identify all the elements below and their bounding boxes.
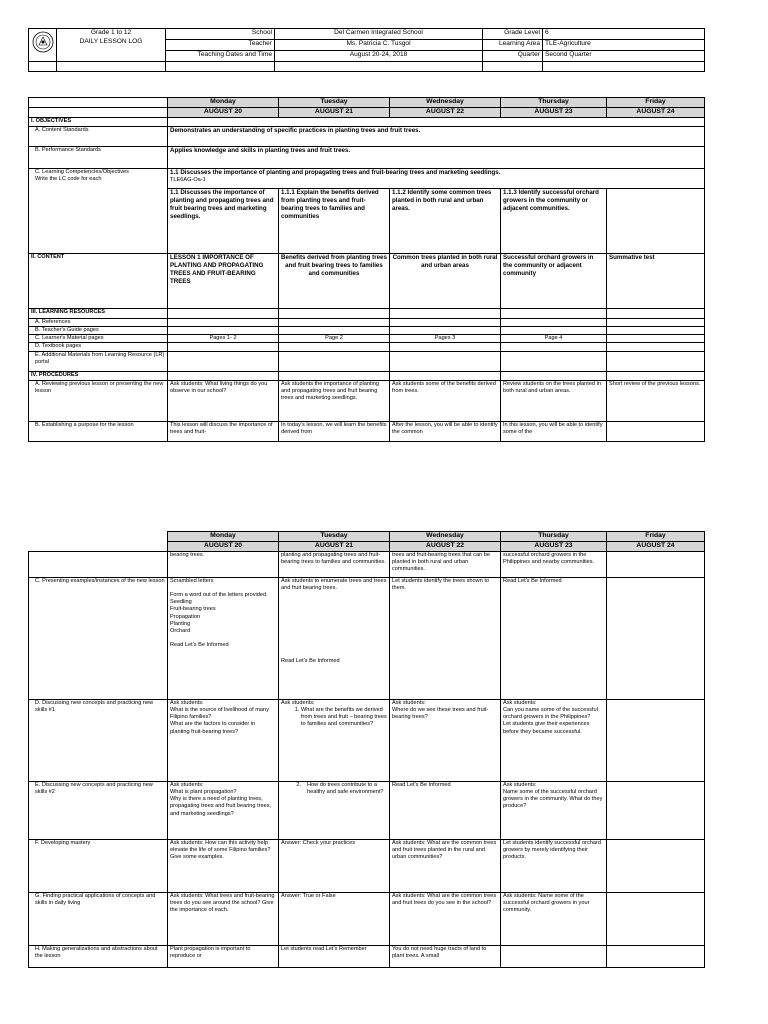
- proc-e-tuesday: [279, 782, 390, 840]
- proc-h-friday: [607, 946, 705, 968]
- lm-thursday: Page 4: [501, 335, 607, 343]
- proc-a-thursday: Review students on the trees planted in both rural and urban areas.: [501, 380, 607, 421]
- competency-tuesday: 1.1.1 Explain the benefits derived from planting trees and fruit-bearing trees to families and communities: [279, 189, 390, 254]
- section-content: II. CONTENT: [29, 254, 168, 309]
- label-proc-e: E. Discussing new concepts and practicing new skills #2: [29, 782, 168, 840]
- section-resources: III. LEARNING RESOURCES: [29, 309, 168, 319]
- proc-a-tuesday: Ask students the importance of planting and propagating trees and fruit bearing trees and marketing seedlings.: [279, 380, 390, 421]
- proc-e-monday: Ask students: What is plant propagation? Why is there a need of planting trees, propagating trees and fruit bearing trees, and marketing seedlings?: [168, 782, 279, 840]
- content-tuesday: Benefits derived from planting trees and fruit bearing trees to families and communities: [279, 254, 390, 309]
- teacher-label: Teacher: [166, 40, 275, 51]
- cont-friday: [607, 552, 705, 578]
- day-thursday: Thursday: [501, 98, 607, 108]
- competency-main: 1.1 Discusses the importance of planting and propagating trees and fruit-bearing trees and marketing seedlings. TLE6AG-Oa-1: [168, 169, 705, 189]
- proc-a-monday: Ask students: What living things do you observe in our school?: [168, 380, 279, 421]
- benefits-list: [281, 707, 387, 728]
- date-thursday: AUGUST 23: [501, 108, 607, 118]
- competency-monday: 1.1 Discusses the importance of planting and propagating trees and fruit bearing trees and marketing seedlings.: [168, 189, 279, 254]
- list-number: 2.: [296, 782, 301, 788]
- lesson-log-table-2: [28, 531, 705, 968]
- label-references: A. References: [29, 319, 168, 327]
- proc-d-wednesday: Ask students: Where do we see these trees and fruit-bearing trees?: [390, 700, 501, 782]
- grade-value: 6: [543, 29, 705, 40]
- school-value: Del Carmen Integrated School: [275, 29, 483, 40]
- proc-f-friday: [607, 840, 705, 893]
- proc-b-monday: This lesson will discuss the importance of trees and fruit-: [168, 421, 279, 441]
- date-monday: AUGUST 20: [168, 542, 279, 552]
- title-grade: Grade 1 to 12: [90, 29, 132, 36]
- proc-d-thursday: Ask students: Can you name some of the successful orchard growers in the Philippines? Let students give their experiences before they became successful.: [501, 700, 607, 782]
- proc-d-friday: [607, 700, 705, 782]
- proc-h-wednesday: You do not need huge tracts of land to plant trees. A small: [390, 946, 501, 968]
- proc-g-thursday: Ask students: Name some of the successful orchard growers in your community.: [501, 893, 607, 946]
- proc-f-thursday: Let students identify successful orchard growers by merely identifying their products.: [501, 840, 607, 893]
- content-standard: Demonstrates an understanding of specific practices in planting trees and fruit trees.: [168, 127, 705, 147]
- dates-label: Teaching Dates and Time: [166, 51, 275, 62]
- proc-f-wednesday: Ask students: What are the common trees and fruit trees planted in the rural and urban communities?: [390, 840, 501, 893]
- date-thursday: AUGUST 23: [501, 542, 607, 552]
- label-proc-c: C. Presenting examples/instances of the new lesson: [29, 578, 168, 700]
- proc-c-thursday: Read Let's Be Informed: [501, 578, 607, 700]
- proc-a-wednesday: Ask students some of the benefits derived from trees.: [390, 380, 501, 421]
- date-wednesday: AUGUST 22: [390, 542, 501, 552]
- label-proc-f: F. Developing mastery: [29, 840, 168, 893]
- proc-a-friday: Short review of the previous lessons.: [607, 380, 705, 421]
- proc-g-wednesday: Ask students: What are the common trees and fruit trees do you see in the school?: [390, 893, 501, 946]
- label-proc-h: H. Making generalizations and abstractions about the lesson: [29, 946, 168, 968]
- label-additional-materials: E. Additional Materials from Learning Resource (LR) portal: [29, 351, 168, 371]
- section-procedures: IV. PROCEDURES: [29, 371, 168, 380]
- performance-standard: Applies knowledge and skills in planting trees and fruit trees.: [168, 147, 705, 169]
- title-dll: DAILY LESSON LOG: [79, 37, 143, 45]
- label-content-standards: A. Content Standards: [29, 127, 168, 147]
- proc-d-tuesday: Ask students: 1. What are the benefits we derived from trees and fruit – bearing trees to families and communities?: [279, 700, 390, 782]
- proc-e-thursday: Ask students: Name some of the successful orchard growers in the community. What do they produce?: [501, 782, 607, 840]
- content-monday: LESSON 1 IMPORTANCE OF PLANTING AND PROPAGATING TREES AND FRUIT-BEARING TREES: [168, 254, 279, 309]
- content-thursday: Successful orchard growers in the community or adjacent community: [501, 254, 607, 309]
- date-tuesday: AUGUST 21: [279, 108, 390, 118]
- teacher-value: Ms. Patricia C. Tusgol: [275, 40, 483, 51]
- cont-thursday: successful orchard growers in the Philippines and nearby communities.: [501, 552, 607, 578]
- deped-seal: [29, 29, 57, 62]
- label-textbook: D. Textbook pages: [29, 343, 168, 351]
- competency-thursday: 1.1.3 Identify successful orchard growers in the community or adjacent communities.: [501, 189, 607, 254]
- proc-b-friday: [607, 421, 705, 441]
- day-friday: Friday: [607, 98, 705, 108]
- cont-tuesday: planting and propagating trees and fruit-bearing trees to families and communities.: [279, 552, 390, 578]
- list-item: 1. What are the benefits we derived from trees and fruit – bearing trees to families and communities?: [301, 707, 387, 728]
- day-wednesday: Wednesday: [390, 532, 501, 542]
- label-performance-standards: B. Performance Standards: [29, 147, 168, 169]
- date-tuesday: AUGUST 21: [279, 542, 390, 552]
- competency-friday: [607, 189, 705, 254]
- date-friday: AUGUST 24: [607, 542, 705, 552]
- section-objectives: I. OBJECTIVES: [29, 118, 168, 127]
- competency-code: TLE6AG-Oa-1: [170, 176, 206, 183]
- competency-wednesday: 1.1.2 Identify some common trees planted in both rural and urban areas.: [390, 189, 501, 254]
- label-competencies: C. Learning Competencies/Objectives Write the LC code for each: [29, 169, 168, 254]
- lm-wednesday: Pages 3: [390, 335, 501, 343]
- lm-friday: [607, 335, 705, 343]
- day-wednesday: Wednesday: [390, 98, 501, 108]
- dates-value: August 20-24, 2018: [275, 51, 483, 62]
- label-tg-pages: B. Teacher's Guide pages: [29, 327, 168, 335]
- proc-c-tuesday: Ask students to enumerate trees and trees and fruit bearing trees. Read Let's Be Informed: [279, 578, 390, 700]
- label-lm-pages: C. Learner's Material pages: [29, 335, 168, 343]
- cont-wednesday: trees and fruit-bearing trees that can be planted in both rural and urban communities.: [390, 552, 501, 578]
- proc-c-wednesday: Let students identify the trees shown to them.: [390, 578, 501, 700]
- day-monday: Monday: [168, 532, 279, 542]
- date-friday: AUGUST 24: [607, 108, 705, 118]
- proc-d-monday: Ask students: What is the source of livelihood of many Filipino families? What are the factors to consider in planting fruit-bearing trees?: [168, 700, 279, 782]
- proc-f-monday: Ask students: How can this activity help elevate the life of some Filipino families? Give some examples.: [168, 840, 279, 893]
- cont-monday: bearing trees.: [168, 552, 279, 578]
- proc-e-friday: [607, 782, 705, 840]
- list-item: How do trees contribute to a healthy and safe environment?: [307, 782, 384, 796]
- proc-f-tuesday: Answer: Check your practices: [279, 840, 390, 893]
- label-proc-g: G. Finding practical applications of concepts and skills in daily living: [29, 893, 168, 946]
- grade-label: Grade Level: [483, 29, 543, 40]
- header-table: [28, 28, 705, 72]
- proc-b-tuesday: In today's lesson, we will learn the benefits derived from: [279, 421, 390, 441]
- quarter-label: Quarter: [483, 51, 543, 62]
- seal-icon: [32, 31, 54, 53]
- proc-c-friday: [607, 578, 705, 700]
- content-friday: Summative test: [607, 254, 705, 309]
- quarter-value: Second Quarter: [543, 51, 705, 62]
- school-label: School: [166, 29, 275, 40]
- area-label: Learning Area: [483, 40, 543, 51]
- label-proc-d: D. Discussing new concepts and practicing new skills #1: [29, 700, 168, 782]
- proc-c-monday: Scrambled letters Form a word out of the letters provided. Seedling Fruit-bearing trees Propagation Planting Orchard Read Let's Be Informed: [168, 578, 279, 700]
- proc-b-wednesday: After the lesson, you will be able to identify the common: [390, 421, 501, 441]
- lm-tuesday: Page 2: [279, 335, 390, 343]
- lm-monday: Pages 1- 2: [168, 335, 279, 343]
- area-value: TLE-Agriculture: [543, 40, 705, 51]
- log-title: [57, 29, 166, 62]
- date-wednesday: AUGUST 22: [390, 108, 501, 118]
- proc-h-tuesday: Let students read Let's Remember: [279, 946, 390, 968]
- proc-g-friday: [607, 893, 705, 946]
- content-wednesday: Common trees planted in both rural and urban areas: [390, 254, 501, 309]
- proc-g-tuesday: Answer: True or False: [279, 893, 390, 946]
- proc-g-monday: Ask students: What trees and fruit-bearing trees do you see around the school? Give the importance of each.: [168, 893, 279, 946]
- day-tuesday: Tuesday: [279, 98, 390, 108]
- day-tuesday: Tuesday: [279, 532, 390, 542]
- proc-b-thursday: In this lesson, you will be able to identify some of the: [501, 421, 607, 441]
- label-proc-b: B. Establishing a purpose for the lesson: [29, 421, 168, 441]
- label-proc-a: A. Reviewing previous lesson or presenting the new lesson: [29, 380, 168, 421]
- lesson-log-table-1: [28, 97, 705, 442]
- day-friday: Friday: [607, 532, 705, 542]
- proc-h-monday: Plant propagation is important to reproduce or: [168, 946, 279, 968]
- proc-h-thursday: [501, 946, 607, 968]
- day-monday: Monday: [168, 98, 279, 108]
- proc-e-wednesday: Read Let's Be Informed: [390, 782, 501, 840]
- date-monday: AUGUST 20: [168, 108, 279, 118]
- day-thursday: Thursday: [501, 532, 607, 542]
